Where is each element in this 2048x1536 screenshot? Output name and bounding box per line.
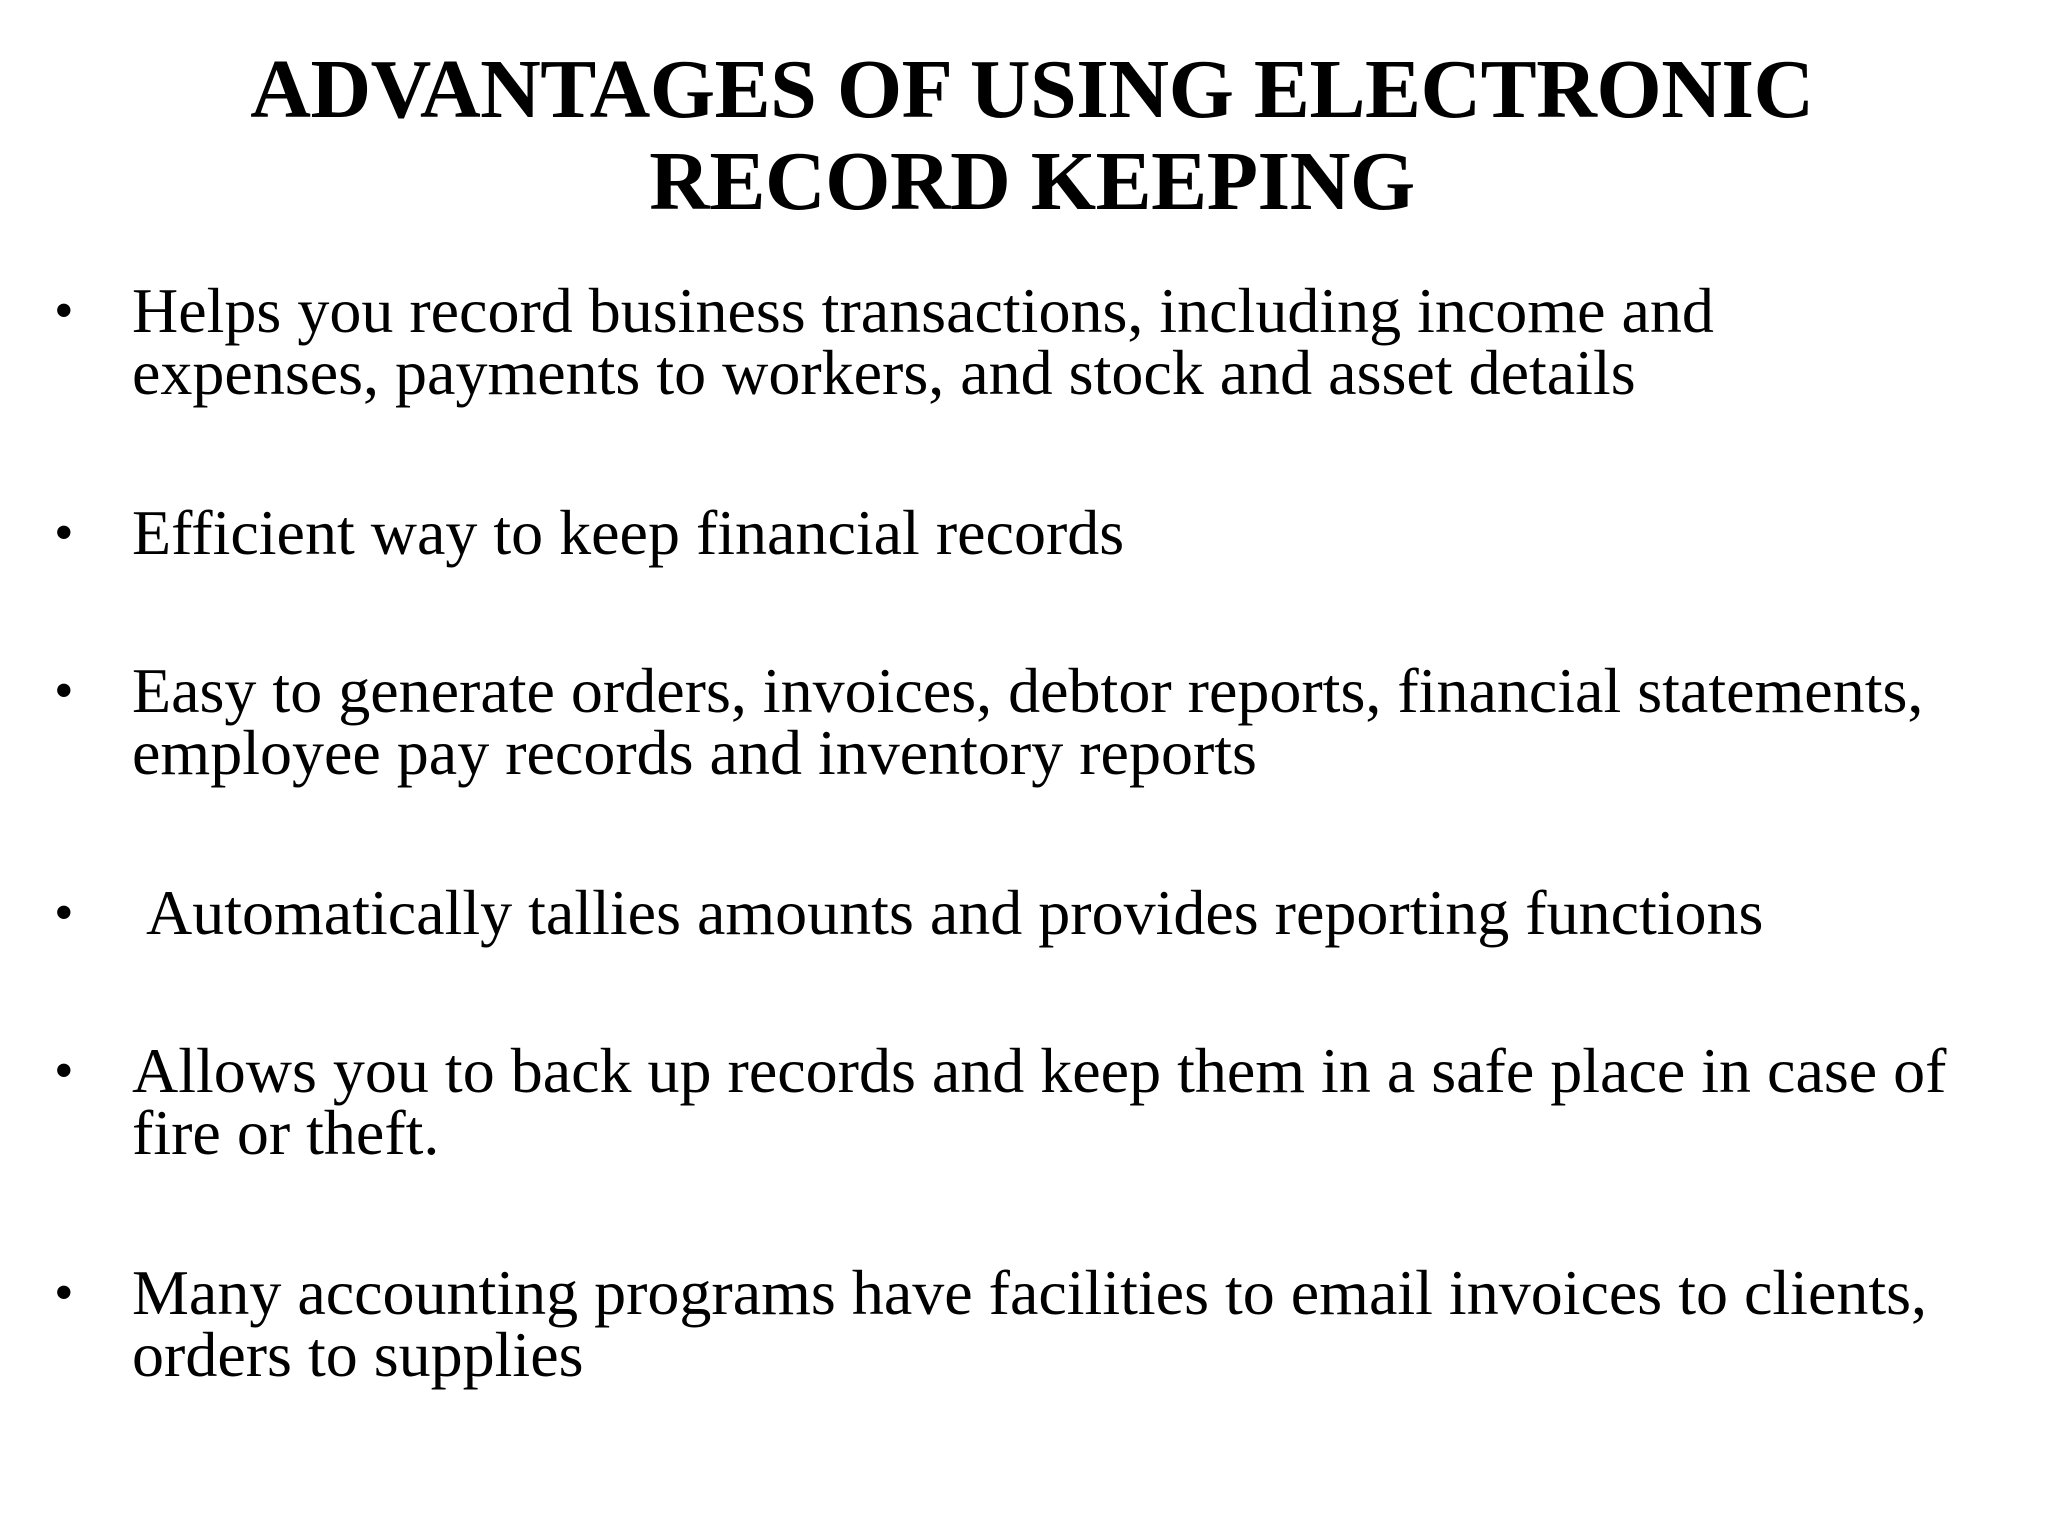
bullet-dot-icon: •	[54, 280, 74, 342]
bullet-dot-icon: •	[54, 660, 74, 722]
bullet-text: Efficient way to keep financial records	[132, 497, 1125, 568]
slide-title	[0, 44, 2048, 228]
bullet-dot-icon: •	[54, 1262, 74, 1324]
bullet-text: Easy to generate orders, invoices, debtor reports, financial statements, employee pay records and inventory reports	[132, 655, 1924, 788]
bullet-dot-icon: •	[54, 1040, 74, 1102]
title-line-2: RECORD KEEPING	[649, 135, 1415, 228]
bullet-dot-icon: •	[54, 882, 74, 944]
bullet-dot-icon: •	[54, 502, 74, 564]
bullet-text: Many accounting programs have facilities to email invoices to clients, orders to supplies	[132, 1257, 1928, 1390]
bullet-text: Helps you record business transactions, including income and expenses, payments to workers, and stock and asset details	[132, 275, 1714, 408]
bullet-text: Automatically tallies amounts and provides reporting functions	[146, 877, 1764, 948]
bullet-text: Allows you to back up records and keep them in a safe place in case of fire or theft.	[132, 1035, 1947, 1168]
title-line-1: ADVANTAGES OF USING ELECTRONIC	[250, 43, 1814, 136]
